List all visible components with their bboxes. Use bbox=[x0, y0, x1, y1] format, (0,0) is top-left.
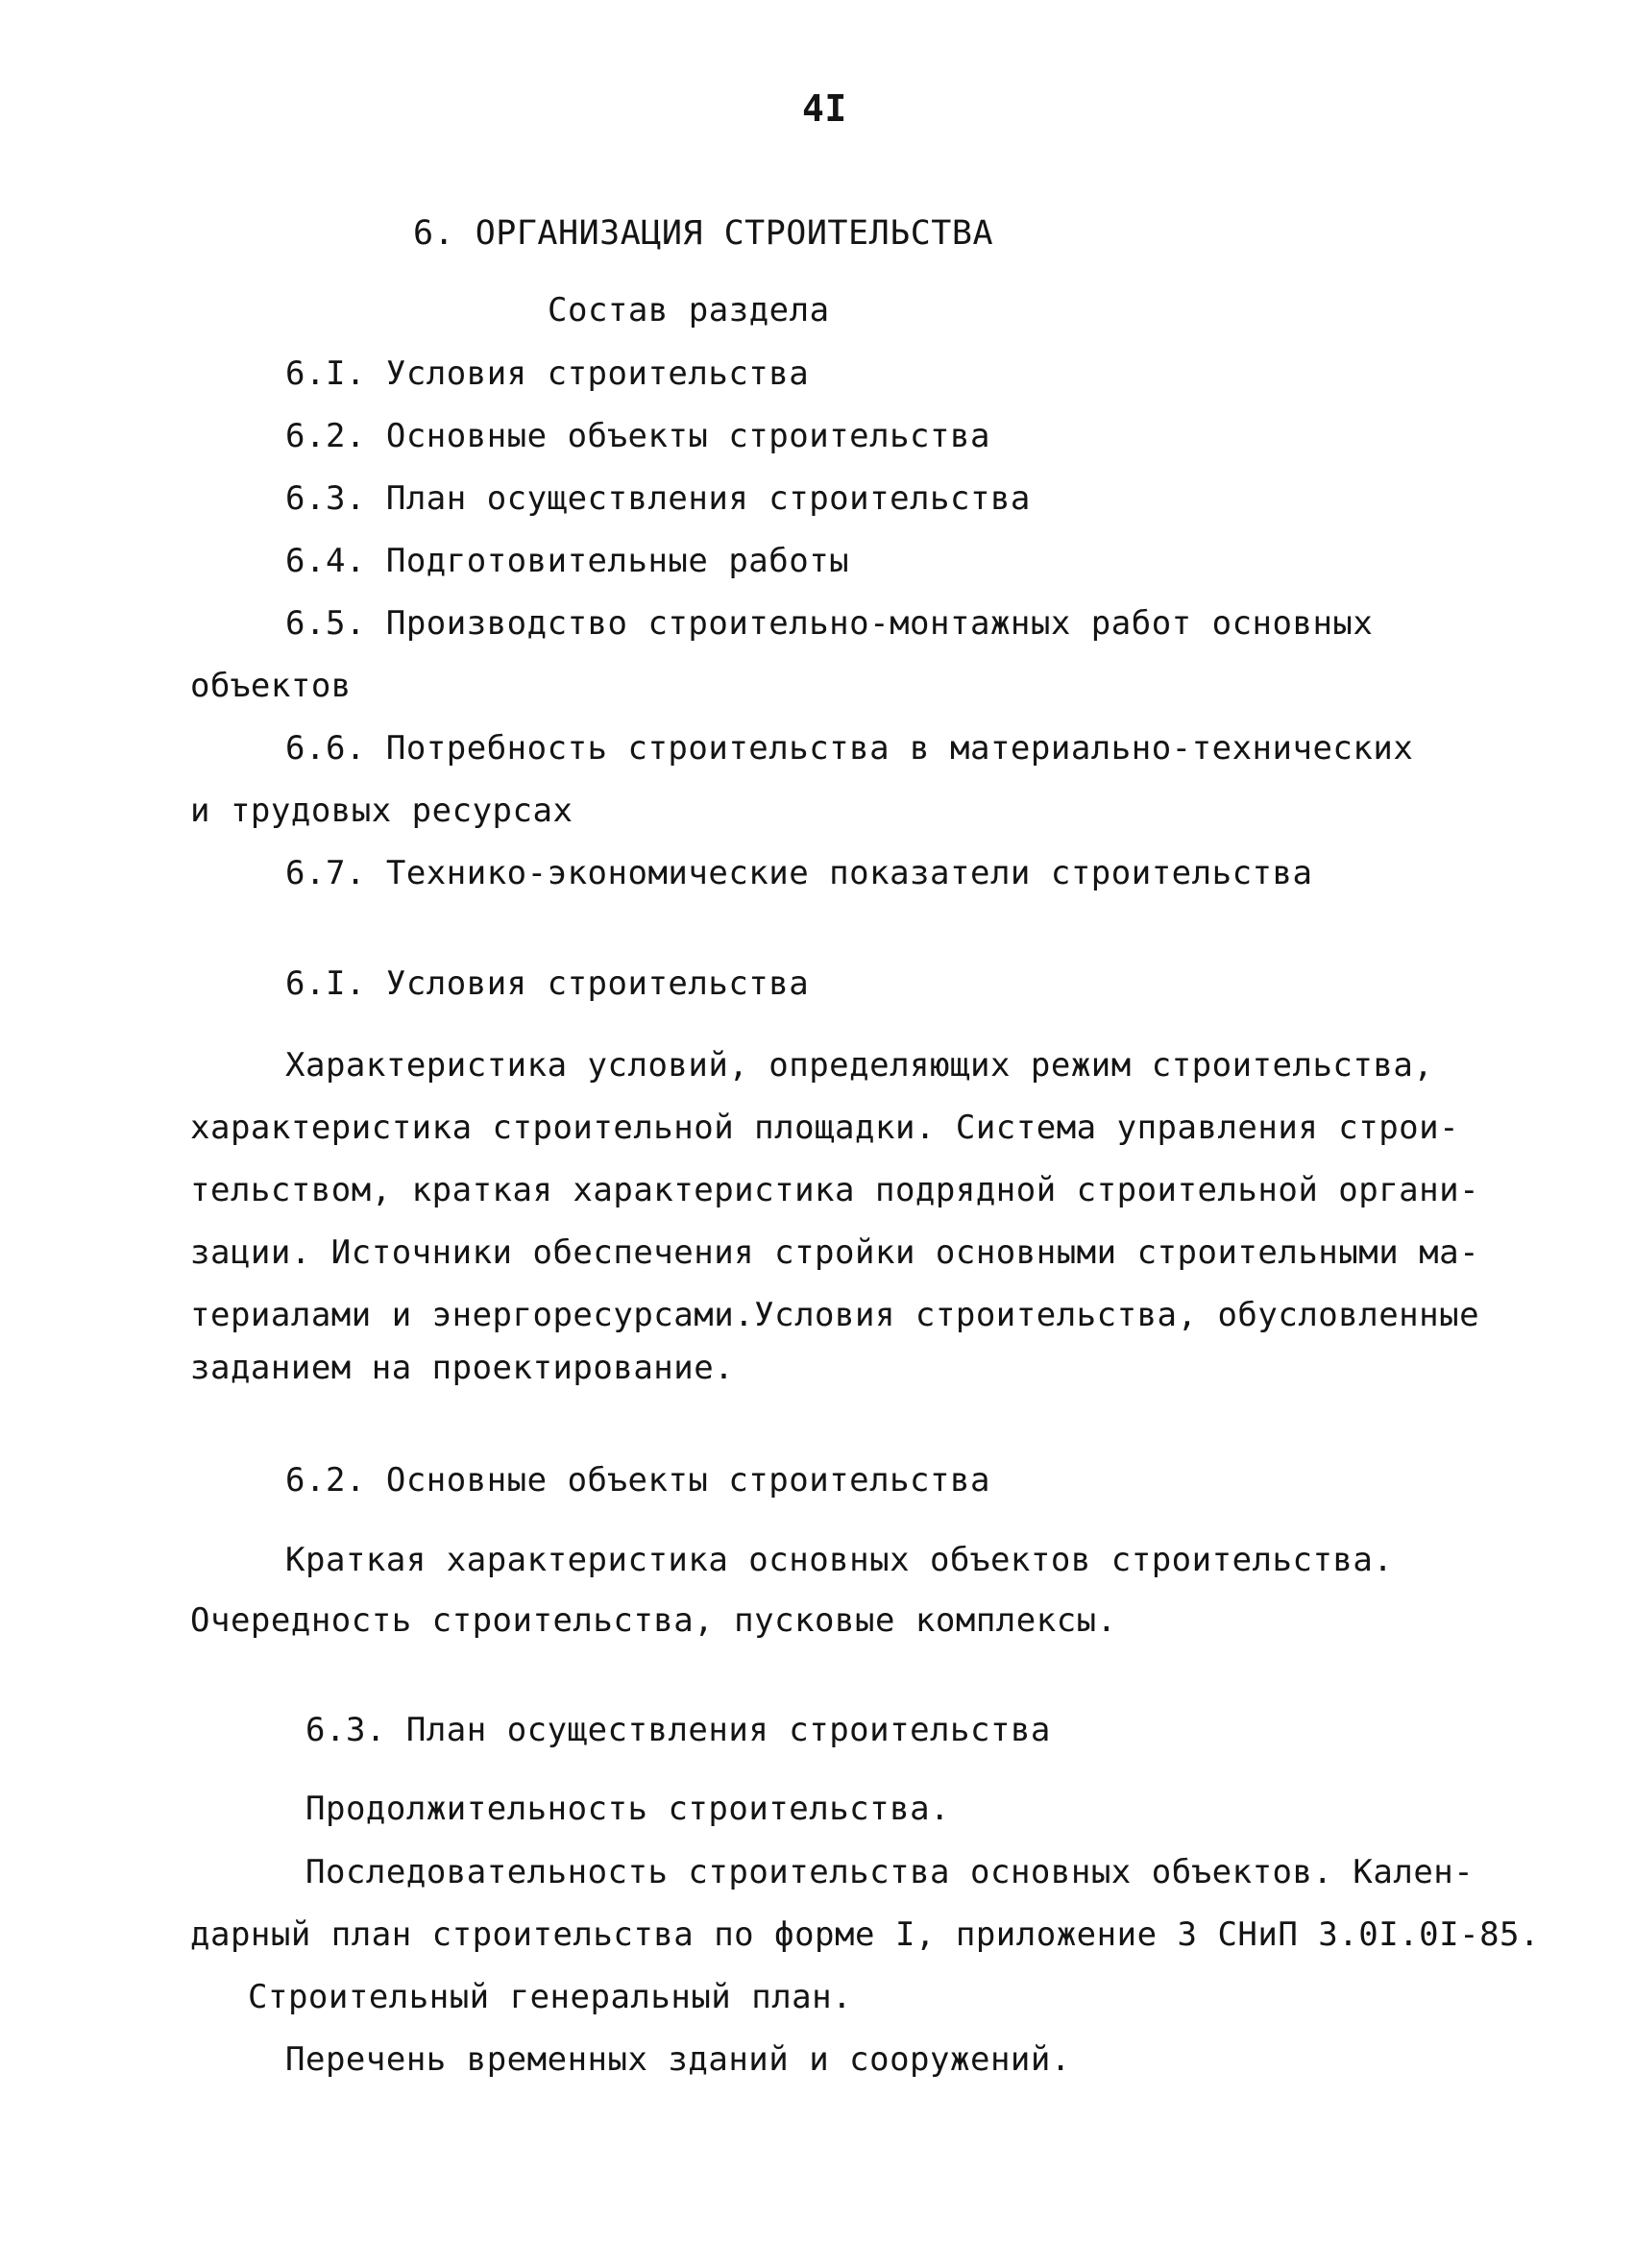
contents-item-continuation: объектов bbox=[190, 667, 352, 705]
section-2-text-line: Очередность строительства, пусковые комплексы. bbox=[190, 1601, 1117, 1640]
contents-item: 6.6. Потребность строительства в материально-технических bbox=[285, 729, 1414, 768]
section-2-text-line: Краткая характеристика основных объектов строительства. bbox=[285, 1541, 1394, 1579]
contents-item-continuation: и трудовых ресурсах bbox=[190, 792, 573, 830]
contents-item: 6.I. Условия строительства bbox=[285, 354, 810, 393]
section-3-text-line: Перечень временных зданий и сооружений. bbox=[285, 2040, 1071, 2079]
section-1-text-line: тельством, краткая характеристика подрядной строительной органи- bbox=[190, 1171, 1480, 1209]
contents-item: 6.3. План осуществления строительства bbox=[285, 479, 1031, 518]
section-3-text-line: Продолжительность строительства. bbox=[305, 1790, 951, 1828]
contents-item: 6.5. Производство строительно-монтажных работ основных bbox=[285, 604, 1374, 643]
chapter-title: 6. ОРГАНИЗАЦИЯ СТРОИТЕЛЬСТВА bbox=[413, 214, 994, 253]
section-3-text-line: дарный план строительства по форме I, приложение 3 СНиП 3.0I.0I-85. bbox=[190, 1915, 1540, 1954]
section-2-heading: 6.2. Основные объекты строительства bbox=[285, 1461, 990, 1500]
section-1-text-line: заданием на проектирование. bbox=[190, 1349, 735, 1387]
contents-item: 6.4. Подготовительные работы bbox=[285, 542, 850, 580]
section-1-text-line: характеристика строительной площадки. Система управления строи- bbox=[190, 1109, 1460, 1147]
contents-heading: Состав раздела bbox=[548, 291, 830, 329]
contents-item: 6.2. Основные объекты строительства bbox=[285, 417, 990, 455]
section-3-text-line: Последовательность строительства основных объектов. Кален- bbox=[305, 1853, 1475, 1891]
section-3-text-line: Строительный генеральный план. bbox=[248, 1978, 853, 2016]
page-number: 4I bbox=[802, 87, 847, 130]
section-3-heading: 6.3. План осуществления строительства bbox=[305, 1711, 1051, 1749]
section-1-text-line: териалами и энергоресурсами.Условия строительства, обусловленные bbox=[190, 1296, 1480, 1334]
contents-item: 6.7. Технико-экономические показатели строительства bbox=[285, 854, 1313, 892]
section-1-text-line: зации. Источники обеспечения стройки основными строительными ма- bbox=[190, 1233, 1480, 1272]
section-1-text-line: Характеристика условий, определяющих режим строительства, bbox=[285, 1046, 1434, 1085]
section-1-heading: 6.I. Условия строительства bbox=[285, 964, 810, 1003]
